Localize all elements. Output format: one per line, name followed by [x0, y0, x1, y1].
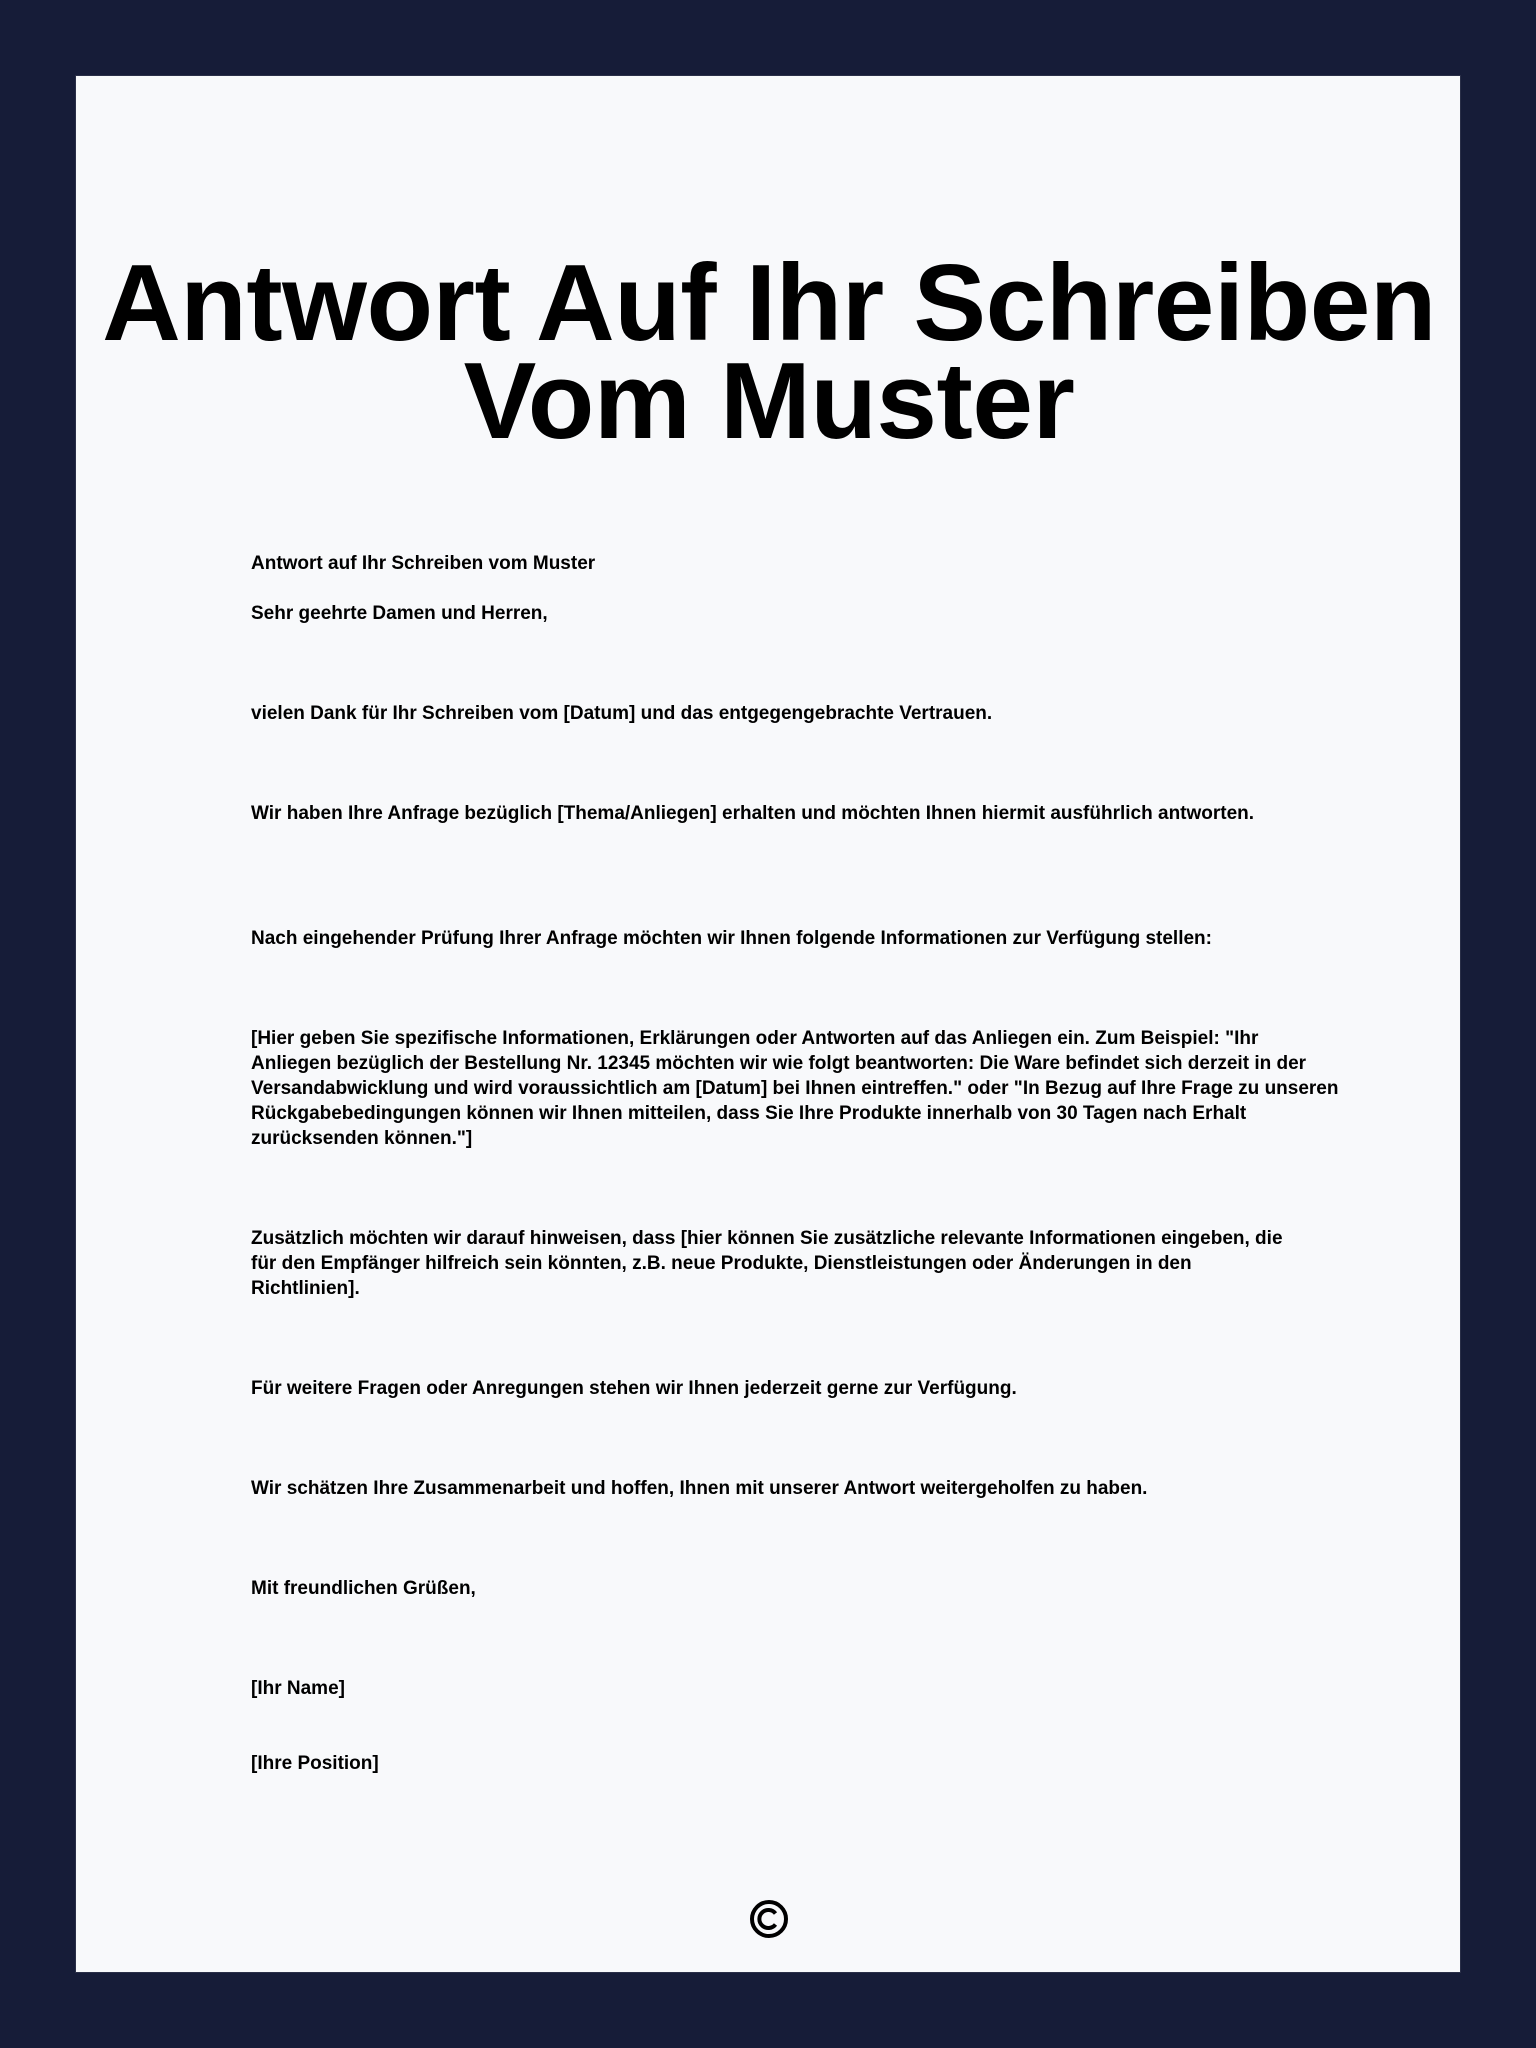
letter-paragraph: Für weitere Fragen oder Anregungen stehen wir Ihnen jederzeit gerne zur Verfügung.: [251, 1378, 1017, 1399]
letter-paragraph: Nach eingehender Prüfung Ihrer Anfrage möchten wir Ihnen folgende Informationen zur Verfügung stellen:: [251, 928, 1212, 949]
letter-paragraph: Wir schätzen Ihre Zusammenarbeit und hoffen, Ihnen mit unserer Antwort weitergeholfen zu haben.: [251, 1478, 1148, 1499]
letter-subject: Antwort auf Ihr Schreiben vom Muster: [251, 553, 596, 574]
letter-signature-position: [Ihre Position]: [251, 1753, 379, 1774]
document-page: [75, 75, 1461, 1973]
letter-paragraph: Zusätzlich möchten wir darauf hinweisen, dass [hier können Sie zusätzliche relevante Informationen eingeben, die für den Empfänger hilfreich sein könnten, z.B. neue Produkte, Dienstleistungen oder Änderungen in den Richtlinien].: [251, 1228, 1283, 1299]
copyright-icon: [76, 1899, 1462, 1944]
letter-paragraph: [Hier geben Sie spezifische Informationen, Erklärungen oder Antworten auf das Anliegen ein. Zum Beispiel: "Ihr Anliegen bezüglich der Bestellung Nr. 12345 möchten wir wie folgt beantworten: Die Ware befindet sich derzeit in der Versandabwicklung und wird voraussichtlich am [Datum] bei Ihnen eintreffen." oder "In Bezug auf Ihre Frage zu unseren Rückgabebedingungen können wir Ihnen mitteilen, dass Sie Ihre Produkte innerhalb von 30 Tagen nach Erhalt zurücksenden können."]: [251, 1028, 1339, 1149]
letter-closing: Mit freundlichen Grüßen,: [251, 1578, 476, 1599]
document-title: Antwort Auf Ihr Schreiben Vom Muster: [102, 242, 1436, 462]
letter-salutation: Sehr geehrte Damen und Herren,: [251, 603, 548, 624]
letter-paragraph: Wir haben Ihre Anfrage bezüglich [Thema/Anliegen] erhalten und möchten Ihnen hiermit ausführlich antworten.: [251, 803, 1255, 824]
letter-paragraph: vielen Dank für Ihr Schreiben vom [Datum] und das entgegengebrachte Vertrauen.: [251, 703, 993, 724]
letter-signature-name: [Ihr Name]: [251, 1678, 345, 1699]
